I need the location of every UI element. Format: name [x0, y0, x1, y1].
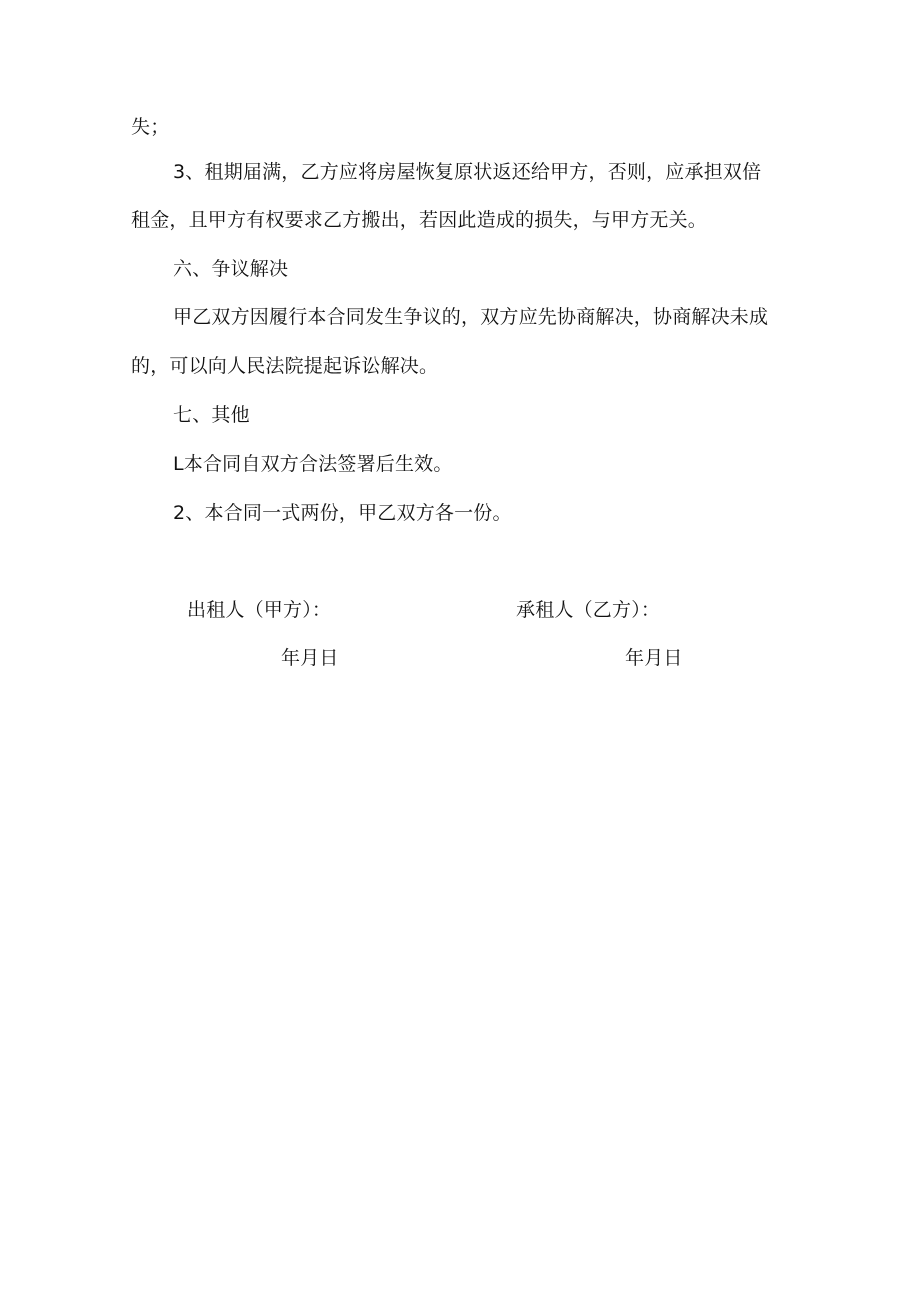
continuation-line: 失； [131, 116, 170, 138]
lessor-signature-label: 出租人（甲方）： [187, 599, 332, 621]
section-heading-dispute-resolution: 六、争议解决 [173, 258, 289, 280]
lessee-date: 年月日 [625, 647, 683, 669]
other-clause-1: L本合同自双方合法签署后生效。 [173, 453, 453, 475]
lessee-signature-label: 承租人（乙方）： [516, 599, 661, 621]
clause-3-line-1: 3、租期届满，乙方应将房屋恢复原状返还给甲方，否则，应承担双倍 [173, 161, 762, 183]
lessor-date: 年月日 [281, 647, 339, 669]
clause-3-line-2: 租金，且甲方有权要求乙方搬出，若因此造成的损失，与甲方无关。 [131, 209, 708, 231]
other-clause-2: 2、本合同一式两份，甲乙双方各一份。 [173, 502, 512, 524]
dispute-clause-line-2: 的，可以向人民法院提起诉讼解决。 [131, 355, 439, 377]
section-heading-other: 七、其他 [173, 404, 250, 426]
dispute-clause-line-1: 甲乙双方因履行本合同发生争议的，双方应先协商解决，协商解决未成 [173, 306, 769, 328]
